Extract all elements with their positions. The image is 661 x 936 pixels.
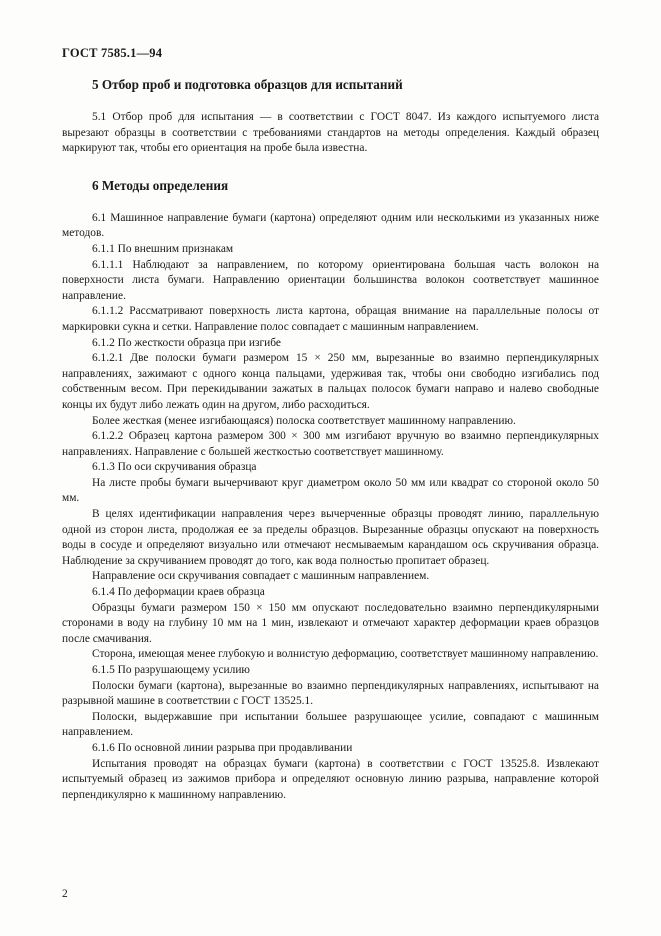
paragraph: Полоски бумаги (картона), вырезанные во взаимно перпендикулярных направлениях, испытывают на разрывной машине в соответствии с ГОСТ 13525.1. <box>62 679 599 708</box>
paragraph: 6.1.1.1 Наблюдают за направлением, по которому ориентирована большая часть волокон на поверхности листа бумаги. Направлению ориентации большинства волокон соответствует машинное направление. <box>62 258 599 302</box>
paragraph: Направление оси скручивания совпадает с машинным направлением. <box>92 570 430 583</box>
paragraph: 6.1.1.2 Рассматривают поверхность листа картона, обращая внимание на параллельные полосы от маркировки сукна и сетки. Направление полос совпадает с машинным направлением. <box>62 305 599 333</box>
section-6-body <box>62 211 599 804</box>
paragraph: В целях идентификации направления через вычерченные образцы проводят линию, параллельную одной из сторон листа, продолжая ее за пределы образцов. Вырезанные образцы опускают на поверхность воды в сосуде и определяют визуально или отмечают несмываемым карандашом ось скручивания образца. Наблюдение за скручиванием проводят до того, как вода полностью пропитает образец. <box>62 508 599 567</box>
paragraph: Сторона, имеющая менее глубокую и волнистую деформацию, соответствует машинному направлению. <box>92 648 599 661</box>
paragraph: Более жесткая (менее изгибающаяся) полоска соответствует машинному направлению. <box>92 414 516 427</box>
paragraph: 6.1.2.1 Две полоски бумаги размером 15 × 250 мм, вырезанные во взаимно перпендикулярных направлениях, зажимают с одного конца пальцами, удерживая так, чтобы они свободно изгибались под собственным весом. При перекидывании зажатых в пальцах полосок бумаги направо и налево свободные концы их будут либо лежать один на другом, либо расходиться. <box>62 352 599 411</box>
paragraph: 6.1 Машинное направление бумаги (картона) определяют одним или несколькими из указанных ниже методов. <box>62 211 599 240</box>
document-body <box>62 76 599 803</box>
subsection-heading: 6.1.3 По оси скручивания образца <box>92 461 257 474</box>
page-number: 2 <box>62 888 68 900</box>
paragraph: Испытания проводят на образцах бумаги (картона) в соответствии с ГОСТ 13525.8. Извлекают испытуемый образец из зажимов прибора и определяют основную линию разрыва, направление которой перпендикулярно к машинному направлению. <box>62 757 599 801</box>
paragraph: На листе пробы бумаги вычерчивают круг диаметром около 50 мм или квадрат со стороной около 50 мм. <box>62 476 599 505</box>
subsection-heading: 6.1.6 По основной линии разрыва при продавливании <box>92 741 353 754</box>
subsection-heading: 6.1.5 По разрушающему усилию <box>92 664 250 676</box>
section-6-heading: 6 Методы определения <box>92 177 229 193</box>
paragraph: Образцы бумаги размером 150 × 150 мм опускают последовательно взаимно перпендикулярными сторонами в воду на глубину 10 мм на 1 мин, извлекают и отмечают характер деформации краев образцов после смачивания. <box>62 601 599 645</box>
section-5-body <box>62 110 599 157</box>
paragraph: Полоски, выдержавшие при испытании большее разрушающее усилие, совпадают с машинным направлением. <box>62 710 599 739</box>
section-5-heading: 5 Отбор проб и подготовка образцов для испытаний <box>92 77 403 92</box>
paragraph: 5.1 Отбор проб для испытания — в соответствии с ГОСТ 8047. Из каждого испытуемого листа вырезают образцы в соответствии с требованиями стандартов на методы определения. Каждый образец маркируют так, чтобы его ориентация на пробе была известна. <box>62 111 599 155</box>
subsection-heading: 6.1.1 По внешним признакам <box>92 242 234 255</box>
subsection-heading: 6.1.4 По деформации краев образца <box>92 586 265 599</box>
paragraph: 6.1.2.2 Образец картона размером 300 × 300 мм изгибают вручную во взаимно перпендикулярных направлениях. Направление с большей жесткостью соответствует машинному. <box>62 430 599 458</box>
document-header: ГОСТ 7585.1—94 <box>62 46 163 60</box>
subsection-heading: 6.1.2 По жесткости образца при изгибе <box>92 336 281 349</box>
